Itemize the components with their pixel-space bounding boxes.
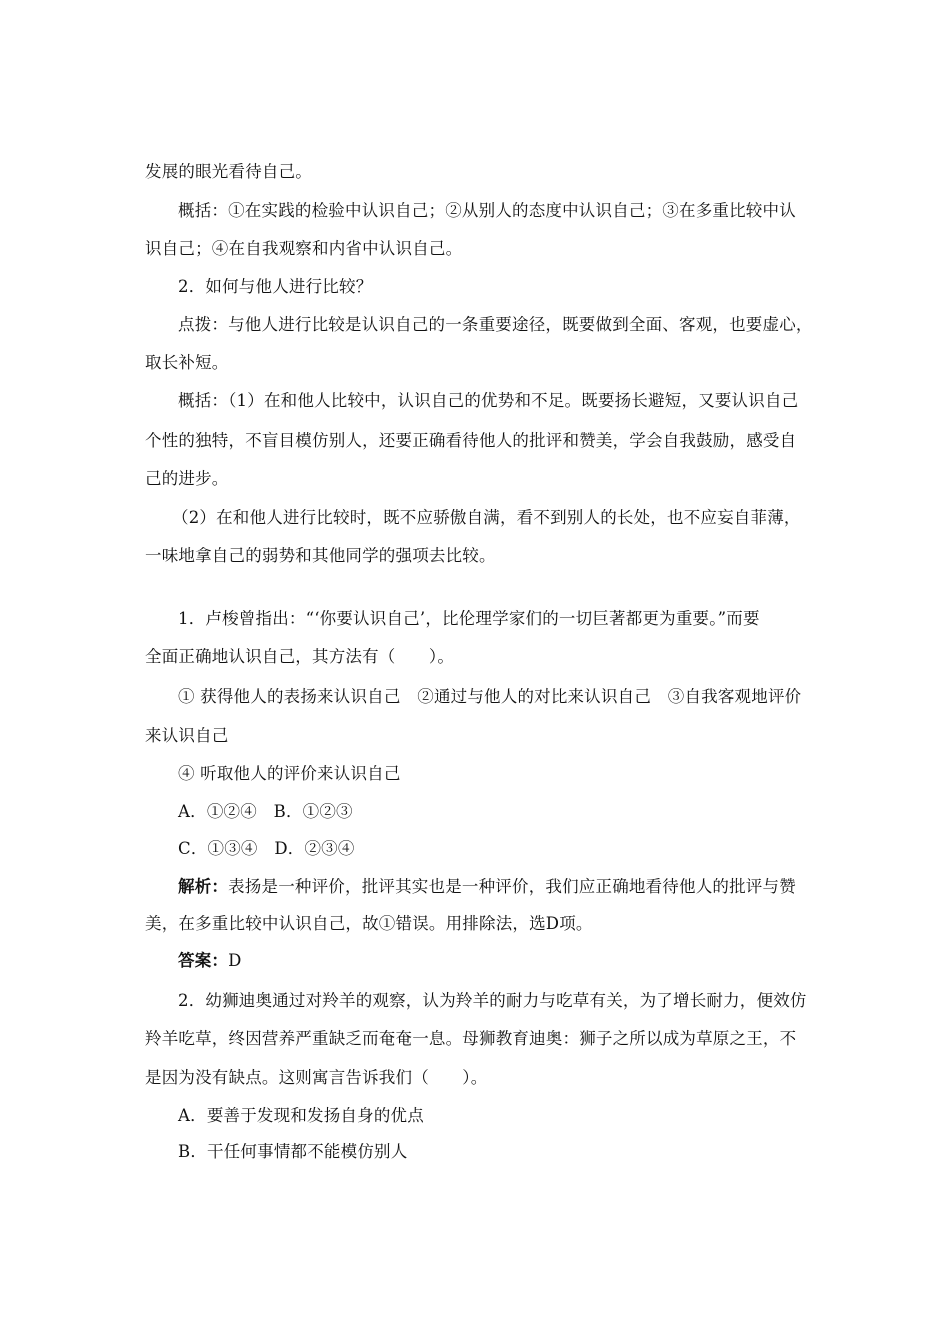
summary2-line-2: 个性的独特，不盲目模仿别人，还要正确看待他人的批评和赞美，学会自我鼓励，感受自 <box>145 431 797 450</box>
exercise2-option-a: A．要善于发现和发扬自身的优点 <box>178 1106 424 1125</box>
summary-line-2: 识自己；④在自我观察和内省中认识自己。 <box>145 239 463 258</box>
hint-line-1: 点拨：与他人进行比较是认识自己的一条重要途径，既要做到全面、客观，也要虚心， <box>178 315 813 334</box>
analysis-text: 表扬是一种评价，批评其实也是一种评价，我们应正确地看待他人的批评与赞 <box>228 877 796 896</box>
text-line-1: 发展的眼光看待自己。 <box>145 162 312 181</box>
point2-line-2: 一味地拿自己的弱势和其他同学的强项去比较。 <box>145 546 496 565</box>
summary-line-1: 概括：①在实践的检验中认识自己；②从别人的态度中认识自己；③在多重比较中认 <box>178 201 796 220</box>
exercise1-stem-line-2: 全面正确地认识自己，其方法有（ ）。 <box>145 647 455 666</box>
analysis-line-2: 美，在多重比较中认识自己，故①错误。用排除法，选D项。 <box>145 914 593 933</box>
exercise1-options-line-1: ① 获得他人的表扬来认识自己 ②通过与他人的对比来认识自己 ③自我客观地评价 <box>178 687 802 706</box>
analysis-line-1 <box>178 876 796 898</box>
answer-label: 答案： <box>178 951 229 970</box>
exercise2-stem-line-1: 2．幼狮迪奥通过对羚羊的观察，认为羚羊的耐力与吃草有关，为了增长耐力，便效仿 <box>178 991 807 1010</box>
exercise1-choice-ab: A．①②④ B．①②③ <box>178 802 353 821</box>
summary2-line-1: 概括：（1）在和他人比较中，认识自己的优势和不足。既要扬长避短，又要认识自己 <box>178 391 799 410</box>
question-heading-2: 2．如何与他人进行比较？ <box>178 277 373 296</box>
summary2-line-3: 己的进步。 <box>145 469 229 488</box>
exercise2-stem-line-2: 羚羊吃草，终因营养严重缺乏而奄奄一息。母狮教育迪奥：狮子之所以成为草原之王，不 <box>145 1029 797 1048</box>
exercise2-option-b: B．干任何事情都不能模仿别人 <box>178 1142 408 1161</box>
analysis-label: 解析： <box>178 877 229 896</box>
exercise1-stem-line-1: 1．卢梭曾指出：“‘你要认识自己’，比伦理学家们的一切巨著都更为重要。”而要 <box>178 609 760 628</box>
answer-line <box>178 950 242 972</box>
hint-line-2: 取长补短。 <box>145 353 229 372</box>
point2-line-1: （2）在和他人进行比较时，既不应骄傲自满，看不到别人的长处，也不应妄自菲薄， <box>172 508 801 527</box>
exercise1-options-line-3: ④ 听取他人的评价来认识自己 <box>178 764 401 783</box>
exercise2-stem-line-3: 是因为没有缺点。这则寓言告诉我们（ ）。 <box>145 1068 488 1087</box>
exercise1-options-line-2: 来认识自己 <box>145 726 229 745</box>
answer-value: D <box>228 951 242 970</box>
exercise1-choice-cd: C．①③④ D．②③④ <box>178 839 355 858</box>
